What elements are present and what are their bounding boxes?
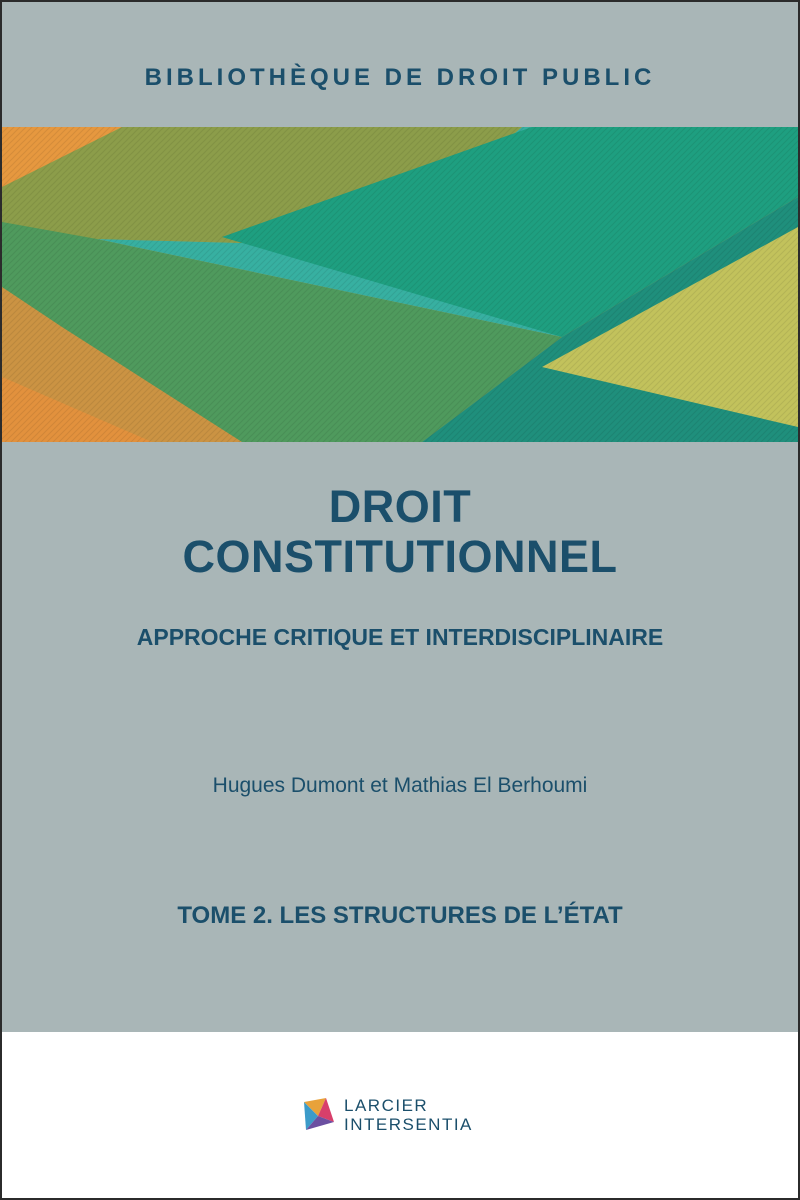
book-title bbox=[2, 482, 798, 582]
title-line-1: DROIT bbox=[328, 481, 472, 532]
book-subtitle: APPROCHE CRITIQUE ET INTERDISCIPLINAIRE bbox=[136, 624, 664, 650]
publisher-name-line-1: LARCIER bbox=[344, 1096, 429, 1115]
volume-title: TOME 2. LES STRUCTURES DE L’ÉTAT bbox=[177, 902, 623, 929]
series-title: BIBLIOTHÈQUE DE DROIT PUBLIC bbox=[144, 64, 656, 91]
publisher-footer bbox=[2, 1032, 798, 1198]
title-line-2: CONSTITUTIONNEL bbox=[182, 531, 618, 582]
cover-artwork bbox=[2, 127, 798, 442]
publisher-name-line-2: INTERSENTIA bbox=[344, 1115, 473, 1134]
publisher-logo bbox=[300, 1096, 473, 1134]
larcier-intersentia-logo-icon bbox=[300, 1096, 336, 1134]
book-authors: Hugues Dumont et Mathias El Berhoumi bbox=[212, 774, 588, 797]
